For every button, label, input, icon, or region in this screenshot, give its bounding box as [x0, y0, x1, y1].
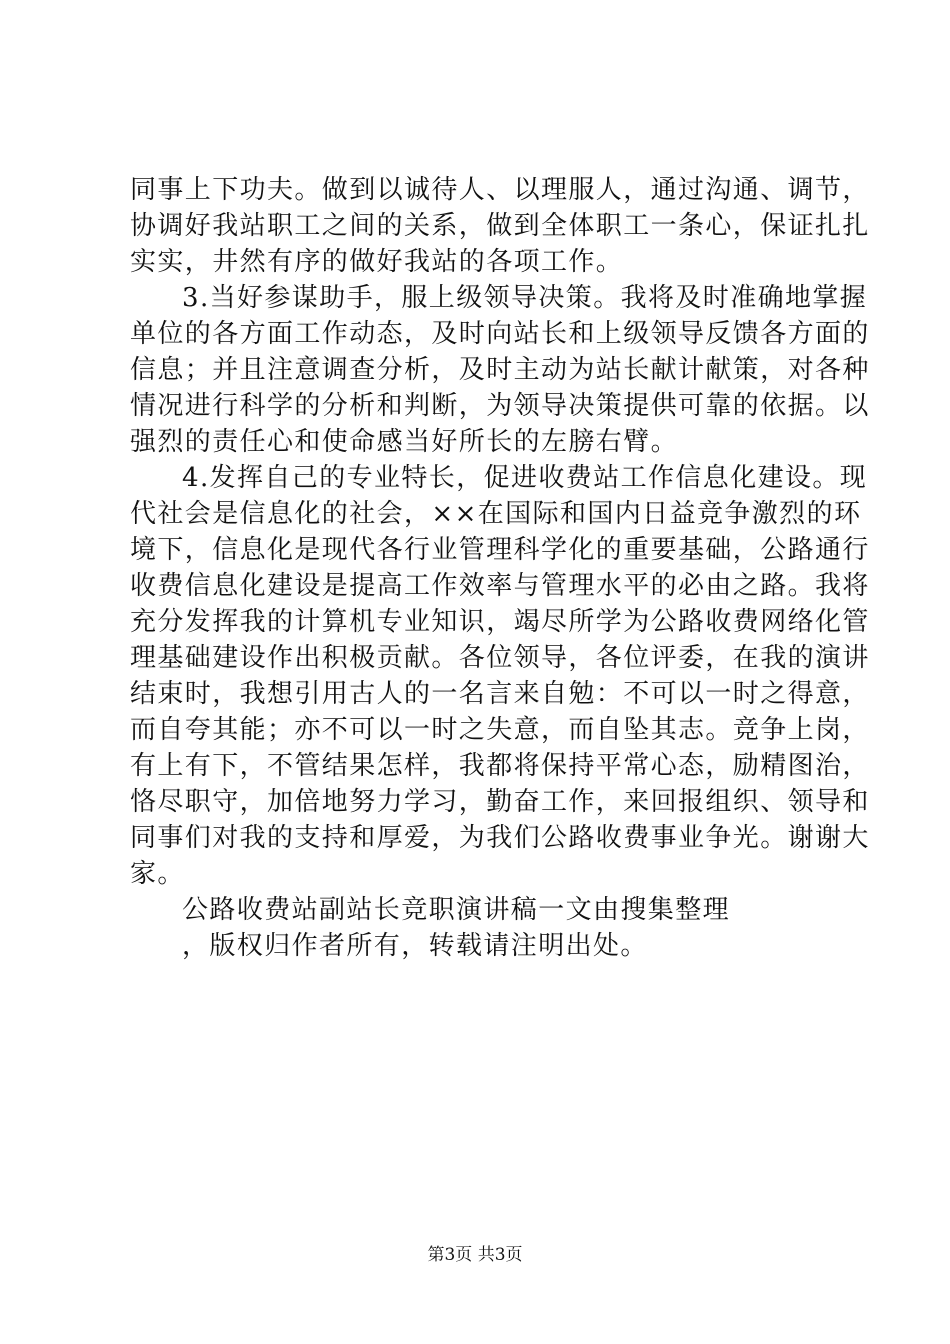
body-text-line: 同事上下功夫。做到以诚待人、以理服人，通过沟通、调节， [130, 175, 870, 205]
body-text-line: 实实，井然有序的做好我站的各项工作。 [130, 247, 624, 277]
body-text-line: 境下，信息化是现代各行业管理科学化的重要基础，公路通行 [130, 535, 870, 565]
body-text-line: 结束时，我想引用古人的一名言来自勉：不可以一时之得意， [130, 679, 870, 709]
source-note-line: 公路收费站副站长竞职演讲稿一文由搜集整理 [182, 895, 731, 925]
body-text-line: 同事们对我的支持和厚爱，为我们公路收费事业争光。谢谢大 [130, 823, 870, 853]
body-text-line: 代社会是信息化的社会，××在国际和国内日益竞争激烈的环 [130, 499, 862, 529]
body-text-line: 情况进行科学的分析和判断，为领导决策提供可靠的依据。以 [130, 391, 870, 421]
body-text-line: 单位的各方面工作动态，及时向站长和上级领导反馈各方面的 [130, 319, 870, 349]
body-text-line: 恪尽职守，加倍地努力学习，勤奋工作，来回报组织、领导和 [130, 787, 870, 817]
body-text-line: 有上有下，不管结果怎样，我都将保持平常心态，励精图治， [130, 751, 870, 781]
body-text-line: 信息；并且注意调查分析，及时主动为站长献计献策，对各种 [130, 355, 870, 385]
body-text-line: 充分发挥我的计算机专业知识，竭尽所学为公路收费网络化管 [130, 607, 870, 637]
body-text-line: 4.发挥自己的专业特长，促进收费站工作信息化建设。现 [182, 463, 868, 493]
body-text-line: 而自夸其能；亦不可以一时之失意，而自坠其志。竞争上岗， [130, 715, 870, 745]
body-text-line: 协调好我站职工之间的关系，做到全体职工一条心，保证扎扎 [130, 211, 870, 241]
page-number-footer: 第3页 共3页 [427, 1245, 523, 1265]
body-text-line: 3.当好参谋助手，服上级领导决策。我将及时准确地掌握 [182, 283, 868, 313]
body-text-line: 强烈的责任心和使命感当好所长的左膀右臂。 [130, 427, 679, 457]
copyright-note-line: ，版权归作者所有，转载请注明出处。 [182, 931, 648, 961]
body-text-line: 理基础建设作出积极贡献。各位领导，各位评委，在我的演讲 [130, 643, 870, 673]
body-text-line: 家。 [130, 859, 185, 889]
body-text-line: 收费信息化建设是提高工作效率与管理水平的必由之路。我将 [130, 571, 870, 601]
